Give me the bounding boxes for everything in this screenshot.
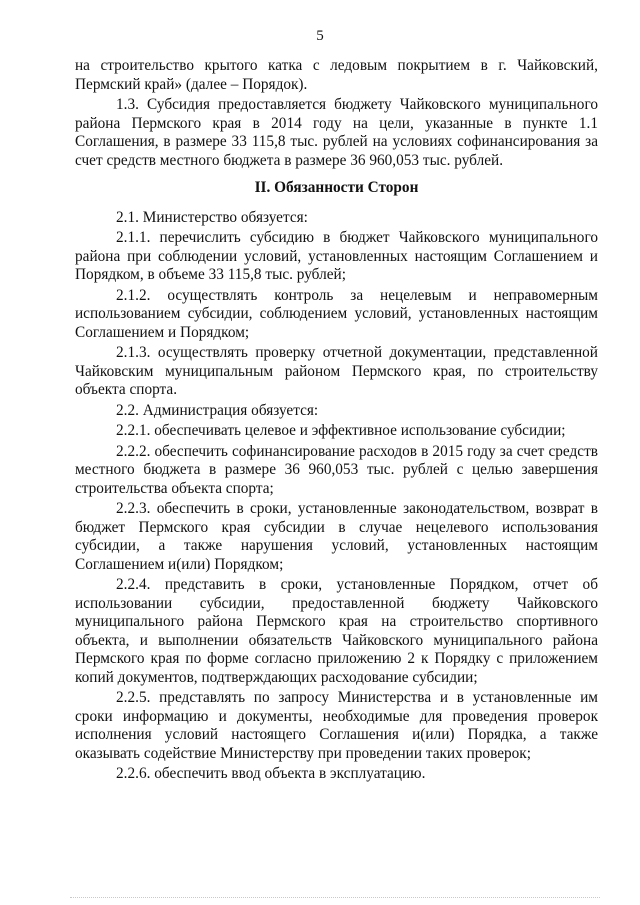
document-body xyxy=(75,57,598,786)
paragraph-2-2-3: 2.2.3. обеспечить в сроки, установленные законодательством, возврат в бюджет Пермского края субсидии в случае нецелевого использования субсидии, а также нарушения условий, установленных настоящим Соглашением и(или) Порядком; xyxy=(75,500,598,573)
paragraph-2-1: 2.1. Министерство обязуется: xyxy=(116,208,308,226)
paragraph-1-3: 1.3. Субсидия предоставляется бюджету Чайковского муниципального района Пермского края в 2014 году на цели, указанные в пункте 1.1 Соглашения, в размере 33 115,8 тыс. рублей на условиях софинансирования за счет средств местного бюджета в размере 36 960,053 тыс. рублей. xyxy=(75,96,598,169)
paragraph-2-1-3: 2.1.3. осуществлять проверку отчетной документации, представленной Чайковским муниципальным районом Пермского края, по строительству объекта спорта. xyxy=(75,344,598,398)
paragraph-2-2-1: 2.2.1. обеспечивать целевое и эффективное использование субсидии; xyxy=(116,422,566,439)
paragraph-2-1-2: 2.1.2. осуществлять контроль за нецелевым и неправомерным использованием субсидии, соблюдением условий, установленных настоящим Соглашением и Порядком; xyxy=(75,286,598,341)
paragraph-2-2-2: 2.2.2. обеспечить софинансирование расходов в 2015 году за счет средств местного бюджета в размере 36 960,053 тыс. рублей с целью завершения строительства объекта спорта; xyxy=(75,442,598,497)
paragraph-2-1-1: 2.1.1. перечислить субсидию в бюджет Чайковского муниципального района при соблюдении условий, установленных настоящим Соглашением и Порядком, в объеме 33 115,8 тыс. рублей; xyxy=(75,229,598,283)
scan-edge-line xyxy=(70,897,600,898)
page-number: 5 xyxy=(316,28,324,44)
paragraph-2-2-6: 2.2.6. обеспечить ввод объекта в эксплуатацию. xyxy=(116,765,426,782)
section-heading: II. Обязанности Сторон xyxy=(254,179,419,196)
paragraph-2-2-5: 2.2.5. представлять по запросу Министерства и в установленные им сроки информацию и документы, необходимые для проведения проверок исполнения условий настоящего Соглашения и(или) Порядка, а также оказывать содействие Министерству при проведении таких проверок; xyxy=(75,689,598,762)
paragraph-2-2: 2.2. Администрация обязуется: xyxy=(116,401,319,419)
paragraph-2-2-4: 2.2.4. представить в сроки, установленные Порядком, отчет об использовании субсидии, предоставленной бюджету Чайковского муниципального района Пермского края на строительство спортивного объекта, и выполнении обязательств Чайковского муниципального района Пермского края по форме согласно приложению 2 к Порядку с приложением копий документов, подтверждающих расходование субсидии; xyxy=(75,576,598,686)
paragraph-continuation: на строительство крытого катка с ледовым покрытием в г. Чайковский, Пермский край» (далее – Порядок). xyxy=(75,57,598,93)
